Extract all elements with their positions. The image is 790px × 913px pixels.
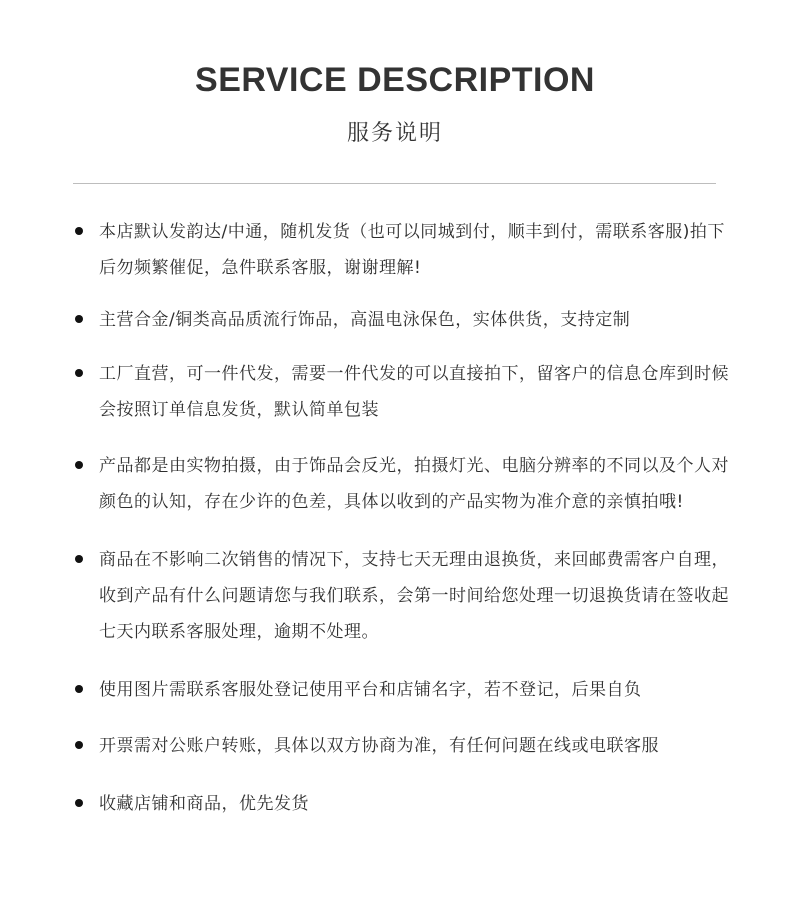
service-item-text: 开票需对公账户转账，具体以双方协商为准，有任何问题在线或电联客服 — [99, 736, 659, 756]
service-item-text: 商品在不影响二次销售的情况下，支持七天无理由退换货，来回邮费需客户自理，收到产品有什么问题请您与我们联系，会第一时间给您处理一切退换货请在签收起七天内联系客服处理，逾期不处理。 — [99, 550, 729, 642]
bullet-dot-icon — [75, 741, 83, 749]
service-item — [72, 356, 732, 428]
bullet-dot-icon — [75, 315, 83, 323]
service-list — [72, 214, 732, 822]
service-item-text: 产品都是由实物拍摄，由于饰品会反光，拍摄灯光、电脑分辨率的不同以及个人对颜色的认知，存在少许的色差，具体以收到的产品实物为准介意的亲慎拍哦! — [99, 456, 729, 512]
page-title-en: SERVICE DESCRIPTION — [195, 61, 595, 99]
bullet-dot-icon — [75, 227, 83, 235]
service-item-text: 本店默认发韵达/中通，随机发货（也可以同城到付，顺丰到付，需联系客服)拍下后勿频繁催促，急件联系客服，谢谢理解! — [99, 222, 725, 278]
service-item — [72, 214, 732, 286]
header-divider — [73, 183, 716, 184]
bullet-dot-icon — [75, 369, 83, 377]
service-item-text: 使用图片需联系客服处登记使用平台和店铺名字，若不登记，后果自负 — [99, 680, 642, 700]
service-item-text: 主营合金/铜类高品质流行饰品，高温电泳保色，实体供货，支持定制 — [99, 310, 631, 330]
bullet-dot-icon — [75, 799, 83, 807]
service-item-text: 工厂直营，可一件代发，需要一件代发的可以直接拍下，留客户的信息仓库到时候会按照订单信息发货，默认简单包装 — [99, 364, 729, 420]
service-item — [72, 786, 732, 822]
service-item — [72, 448, 732, 520]
service-item — [72, 302, 732, 338]
service-item-text: 收藏店铺和商品，优先发货 — [99, 794, 309, 814]
bullet-dot-icon — [75, 461, 83, 469]
bullet-dot-icon — [75, 555, 83, 563]
bullet-dot-icon — [75, 685, 83, 693]
service-item — [72, 672, 732, 708]
page-title-cn: 服务说明 — [346, 121, 443, 146]
service-item — [72, 542, 732, 650]
service-item — [72, 728, 732, 764]
